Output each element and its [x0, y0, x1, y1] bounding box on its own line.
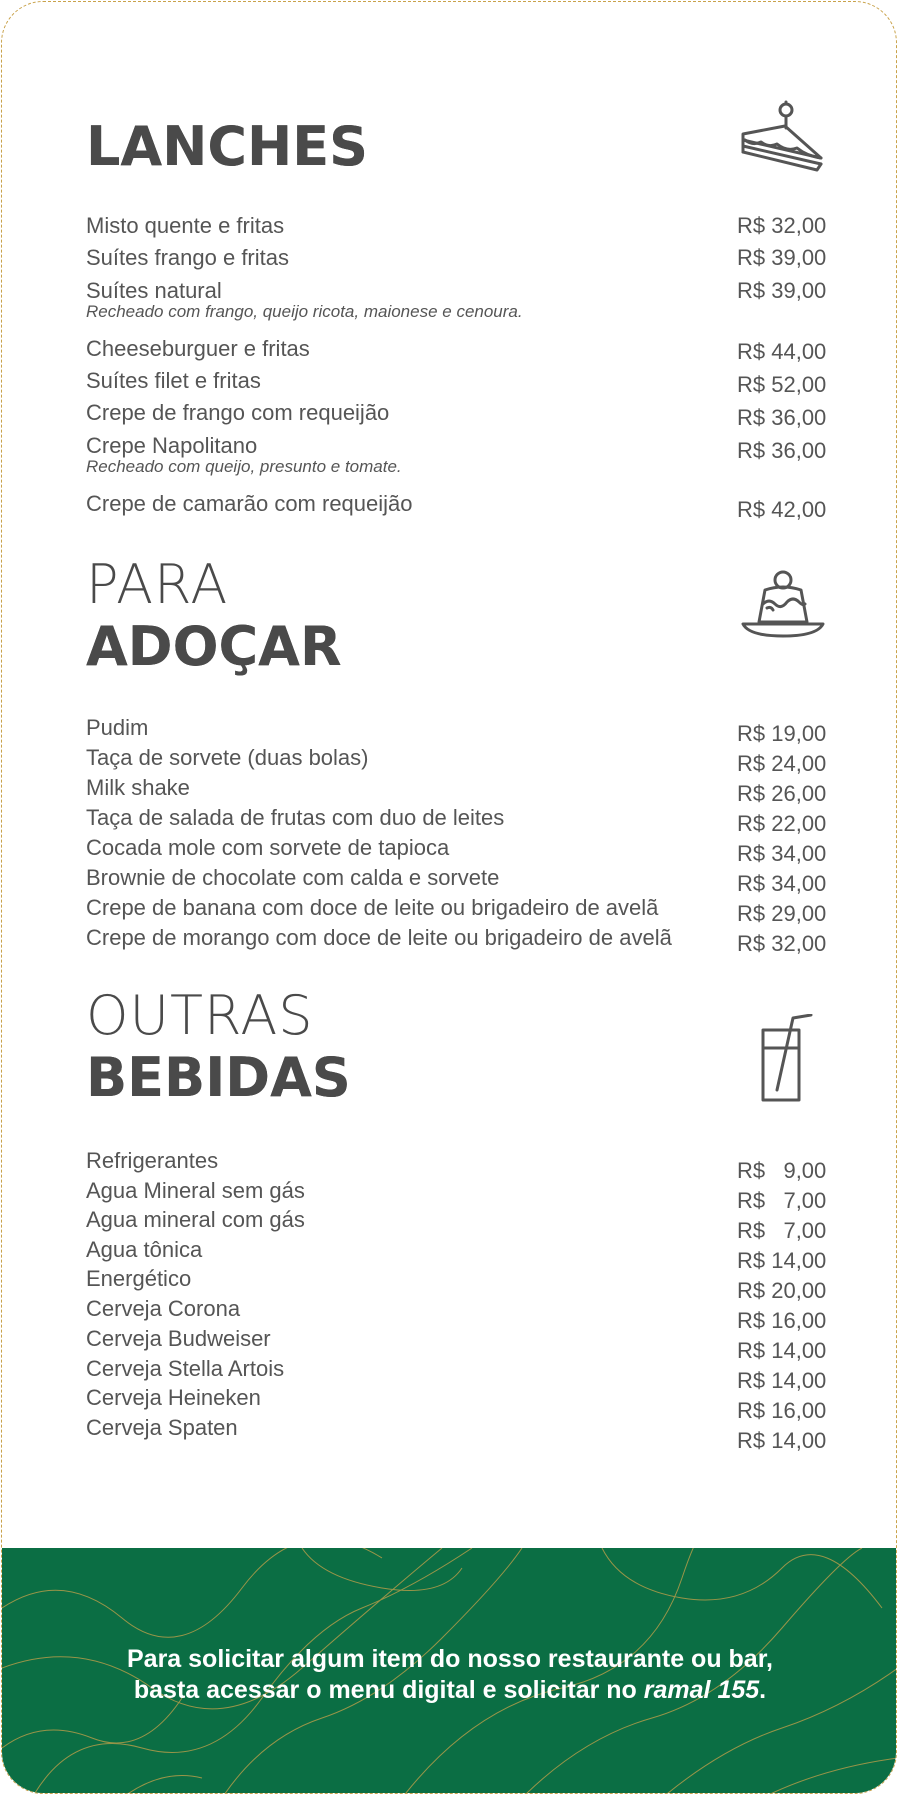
- section-title-adocar: PARA ADOÇAR: [86, 553, 342, 678]
- bebidas-price-7: R$ 14,00: [737, 1338, 827, 1363]
- lanches-item-8: Crepe de camarão com requeijão: [86, 491, 413, 516]
- adocar-price-7: R$ 29,00: [737, 901, 827, 926]
- bebidas-price-6: R$ 16,00: [737, 1308, 827, 1333]
- lanches-price-3: R$ 39,00: [737, 278, 827, 303]
- bebidas-item-9: Cerveja Heineken: [86, 1385, 261, 1410]
- bebidas-price-8: R$ 14,00: [737, 1368, 827, 1393]
- adocar-item-6: Brownie de chocolate com calda e sorvete: [86, 865, 500, 890]
- lanches-price-1: R$ 32,00: [737, 213, 827, 238]
- bebidas-item-3: Agua mineral com gás: [86, 1207, 305, 1232]
- lanches-desc-7: Recheado com queijo, presunto e tomate.: [86, 457, 402, 476]
- adocar-price-1: R$ 19,00: [737, 721, 827, 746]
- bebidas-item-6: Cerveja Corona: [86, 1296, 241, 1321]
- lanches-price-5: R$ 52,00: [737, 372, 827, 397]
- pudding-icon: [737, 568, 829, 644]
- adocar-item-1: Pudim: [86, 715, 149, 740]
- drink-icon: [757, 1014, 817, 1104]
- adocar-price-2: R$ 24,00: [737, 751, 827, 776]
- bebidas-price-2: R$ 7,00: [737, 1188, 827, 1213]
- lanches-item-2: Suítes frango e fritas: [86, 245, 289, 270]
- lanches-item-7: Crepe Napolitano: [86, 433, 258, 458]
- bebidas-item-7: Cerveja Budweiser: [86, 1326, 271, 1351]
- section-title-lanches: LANCHES: [86, 115, 368, 178]
- adocar-item-7: Crepe de banana com doce de leite ou brigadeiro de avelã: [86, 895, 659, 920]
- lanches-item-5: Suítes filet e fritas: [86, 368, 261, 393]
- menu-card: [1, 1, 897, 1794]
- adocar-price-8: R$ 32,00: [737, 931, 827, 956]
- sandwich-icon: [737, 100, 827, 180]
- bebidas-price-5: R$ 20,00: [737, 1278, 827, 1303]
- bebidas-item-8: Cerveja Stella Artois: [86, 1356, 285, 1381]
- adocar-price-4: R$ 22,00: [737, 811, 827, 836]
- adocar-item-8: Crepe de morango com doce de leite ou brigadeiro de avelã: [86, 925, 672, 950]
- lanches-item-4: Cheeseburguer e fritas: [86, 336, 310, 361]
- bebidas-price-1: R$ 9,00: [737, 1158, 827, 1183]
- bebidas-price-3: R$ 7,00: [737, 1218, 827, 1243]
- bebidas-item-5: Energético: [86, 1266, 192, 1291]
- bebidas-item-10: Cerveja Spaten: [86, 1415, 238, 1440]
- ramal-emphasis: ramal 155: [643, 1676, 760, 1704]
- lanches-price-2: R$ 39,00: [737, 245, 827, 270]
- lanches-item-1: Misto quente e fritas: [86, 213, 285, 238]
- bebidas-price-10: R$ 14,00: [737, 1428, 827, 1453]
- adocar-item-2: Taça de sorvete (duas bolas): [86, 745, 369, 770]
- footer-banner: [2, 1548, 897, 1794]
- lanches-desc-3: Recheado com frango, queijo ricota, maionese e cenoura.: [86, 302, 523, 321]
- footer-message: Para solicitar algum item do nosso restaurante ou bar, basta acessar o menu digital e solicitar no ramal 155.: [126, 1645, 774, 1704]
- adocar-item-5: Cocada mole com sorvete de tapioca: [86, 835, 450, 860]
- lanches-price-4: R$ 44,00: [737, 339, 827, 364]
- lanches-price-8: R$ 42,00: [737, 497, 827, 522]
- adocar-price-6: R$ 34,00: [737, 871, 827, 896]
- lanches-item-3: Suítes natural: [86, 278, 222, 303]
- lanches-price-6: R$ 36,00: [737, 405, 827, 430]
- adocar-item-4: Taça de salada de frutas com duo de leites: [86, 805, 505, 830]
- section-title-bebidas: OUTRAS BEBIDAS: [86, 984, 351, 1109]
- adocar-price-3: R$ 26,00: [737, 781, 827, 806]
- bebidas-item-1: Refrigerantes: [86, 1148, 219, 1173]
- adocar-item-3: Milk shake: [86, 775, 190, 800]
- bebidas-price-9: R$ 16,00: [737, 1398, 827, 1423]
- bebidas-item-4: Agua tônica: [86, 1237, 203, 1262]
- lanches-item-6: Crepe de frango com requeijão: [86, 400, 390, 425]
- bebidas-item-2: Agua Mineral sem gás: [86, 1178, 305, 1203]
- lanches-price-7: R$ 36,00: [737, 438, 827, 463]
- adocar-price-5: R$ 34,00: [737, 841, 827, 866]
- bebidas-price-4: R$ 14,00: [737, 1248, 827, 1273]
